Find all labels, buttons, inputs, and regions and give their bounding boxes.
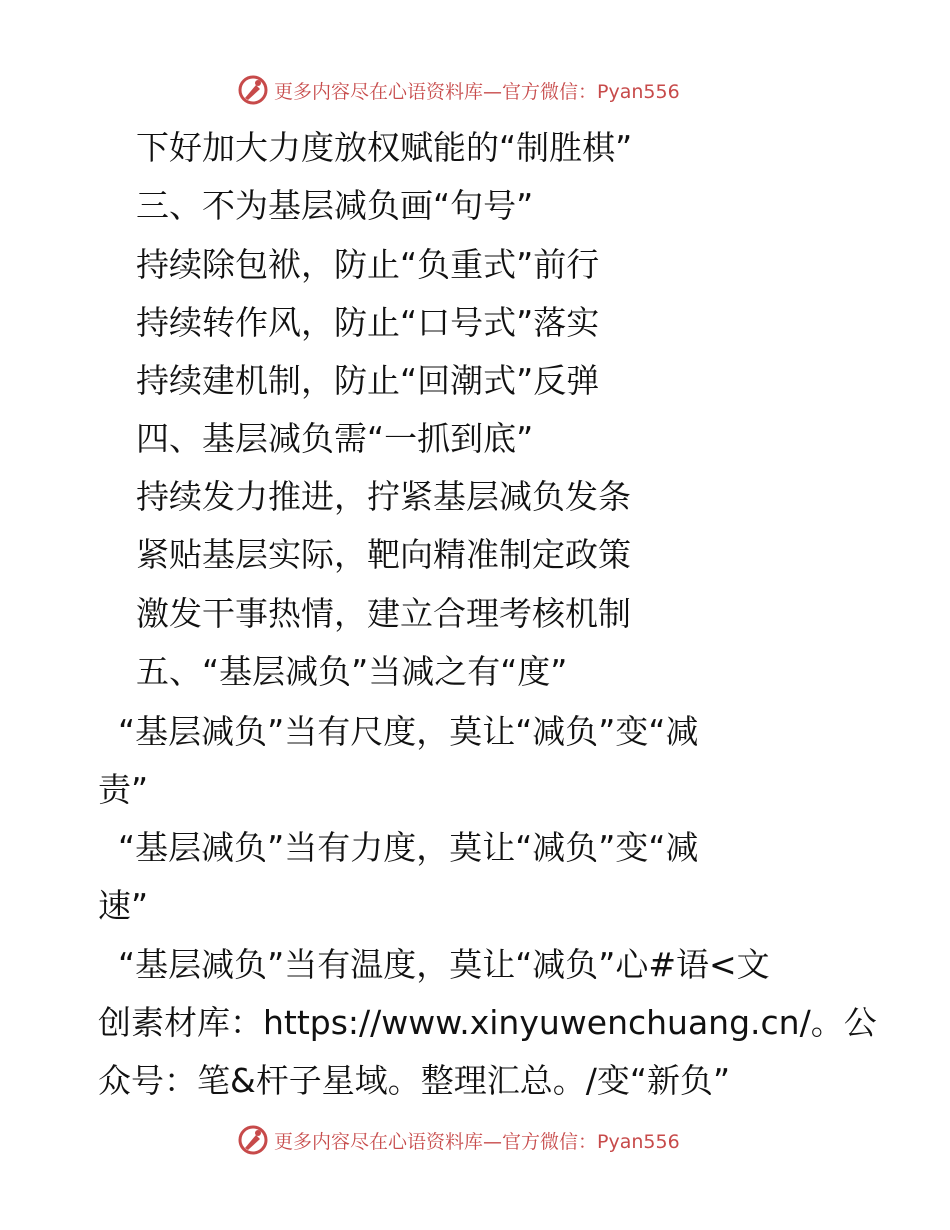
text-line: 责” — [98, 770, 149, 809]
text-line: 紧贴基层实际，靶向精准制定政策 — [136, 535, 631, 574]
text-line: 下好加大力度放权赋能的“制胜棋” — [136, 128, 633, 167]
text-line: “基层减负”当有温度，莫让“减负”心#语<文 — [118, 945, 770, 984]
text-line: 激发干事热情，建立合理考核机制 — [136, 594, 631, 633]
text-line: 持续发力推进，拧紧基层减负发条 — [136, 477, 631, 516]
section-heading: 四、基层减负需“一抓到底” — [136, 419, 534, 458]
watermark-text: 更多内容尽在心语资料库—官方微信：Pyan556 — [274, 1130, 680, 1153]
pen-nib-circle-icon — [236, 73, 270, 107]
text-line: 持续建机制，防止“回潮式”反弹 — [136, 361, 600, 400]
header-watermark — [236, 72, 680, 108]
text-line: 持续除包袱，防止“负重式”前行 — [136, 245, 600, 284]
text-line: “基层减负”当有尺度，莫让“减负”变“减 — [118, 712, 699, 751]
section-heading: 三、不为基层减负画“句号” — [136, 186, 534, 225]
text-line: 众号：笔&杆子星域。整理汇总。/变“新负” — [98, 1061, 731, 1100]
text-line: 创素材库：https://www.xinyuwenchuang.cn/。公 — [98, 1003, 877, 1042]
section-heading: 五、“基层减负”当减之有“度” — [136, 652, 568, 691]
watermark-text: 更多内容尽在心语资料库—官方微信：Pyan556 — [274, 80, 680, 103]
text-line: “基层减负”当有力度，莫让“减负”变“减 — [118, 828, 699, 867]
text-line: 速” — [98, 886, 149, 925]
text-line: 持续转作风，防止“口号式”落实 — [136, 303, 600, 342]
footer-watermark — [236, 1122, 680, 1158]
pen-nib-circle-icon — [236, 1123, 270, 1157]
